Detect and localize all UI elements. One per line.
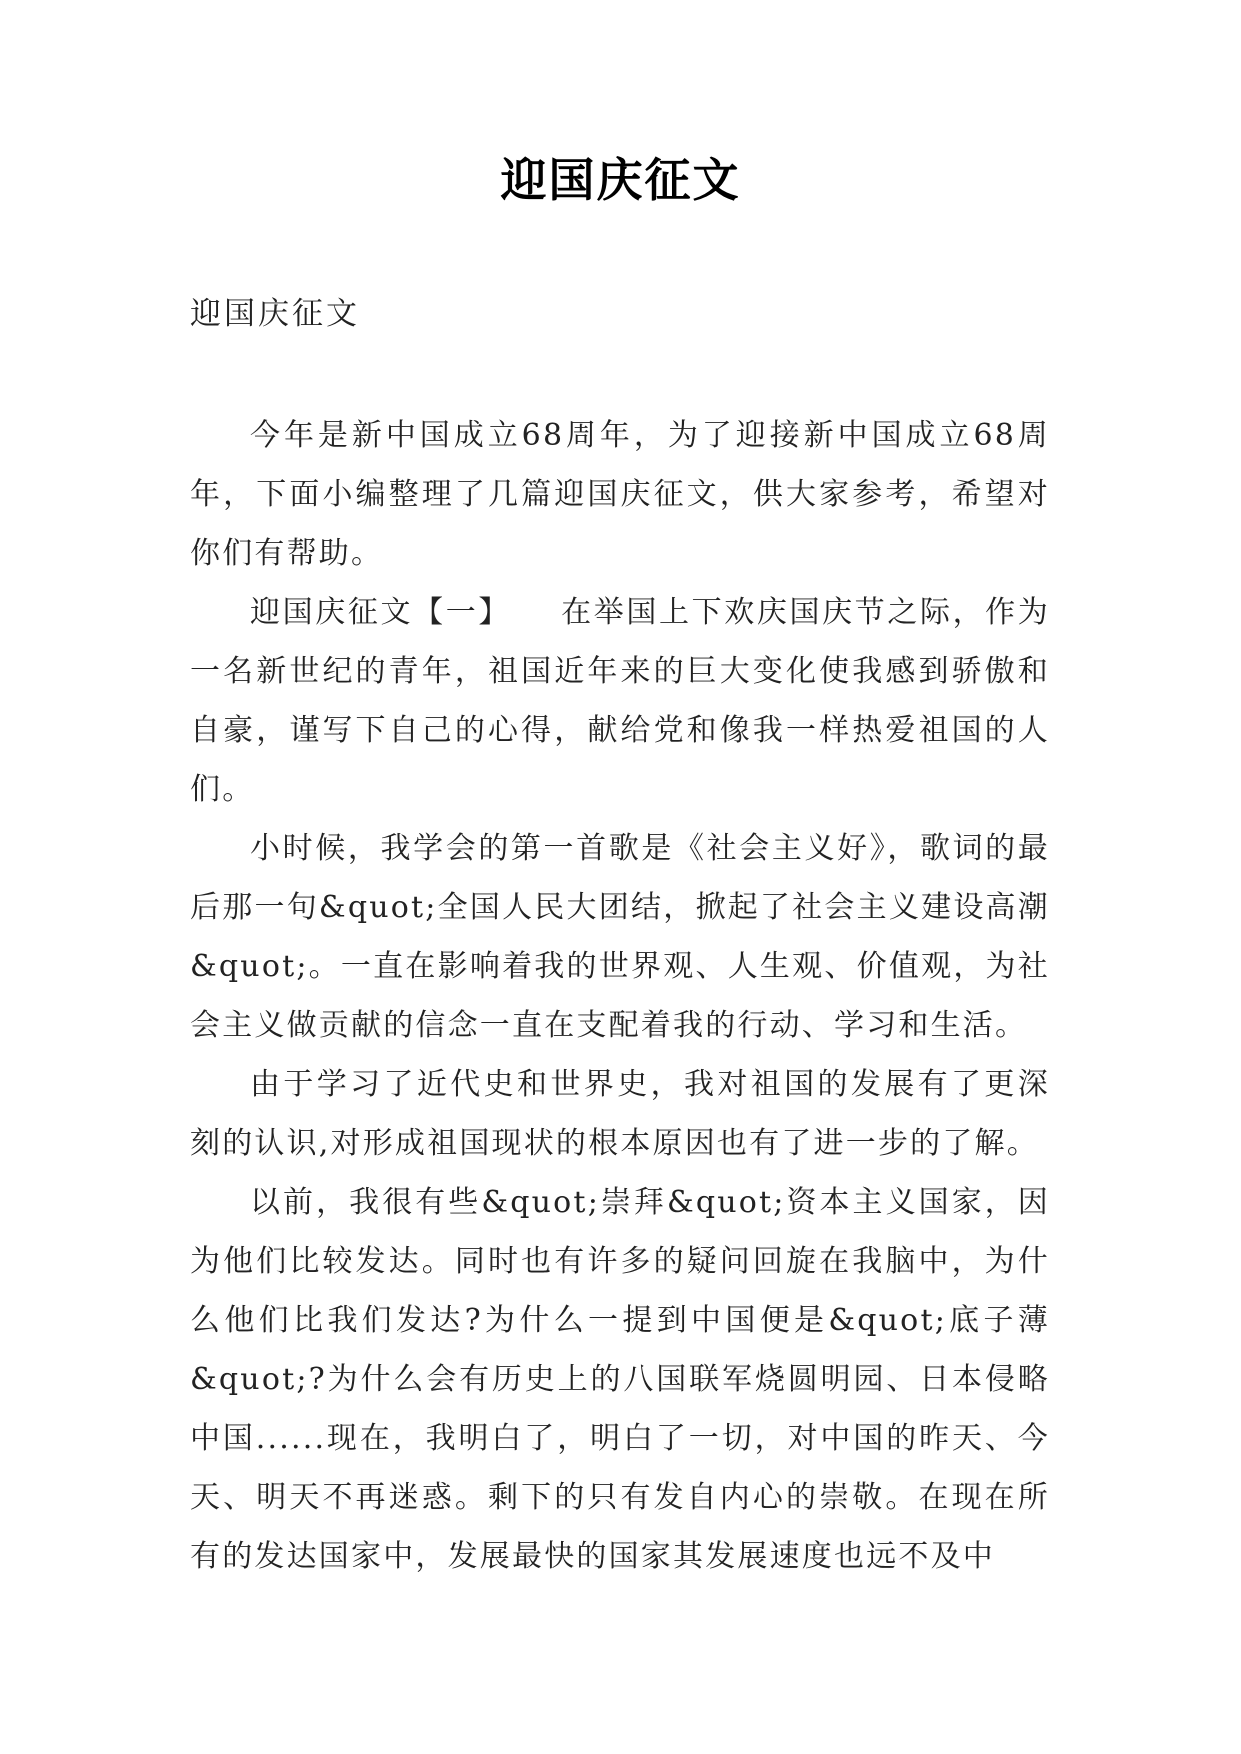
- paragraph-essay-one: 迎国庆征文【一】 在举国上下欢庆国庆节之际，作为一名新世纪的青年，祖国近年来的巨大变化使我感到骄傲和自豪，谨写下自己的心得，献给党和像我一样热爱祖国的人们。: [190, 595, 1050, 807]
- paragraph-past-questions: 以前，我很有些&quot;崇拜&quot;资本主义国家，因为他们比较发达。同时也有许多的疑问回旋在我脑中，为什么他们比我们发达?为什么一提到中国便是&quot;底子薄&quot;?为什么会有历史上的八国联军烧圆明园、日本侵略中国......现在，我明白了，明白了一切，对中国的昨天、今天、明天不再迷惑。剩下的只有发自内心的崇敬。在现在所有的发达国家中，发展最快的国家其发展速度也远不及中: [190, 1185, 1050, 1574]
- document-body: [190, 406, 1050, 1586]
- paragraph-intro: 今年是新中国成立68周年，为了迎接新中国成立68周年，下面小编整理了几篇迎国庆征文，供大家参考，希望对你们有帮助。: [190, 418, 1050, 571]
- paragraph-history-study: 由于学习了近代史和世界史，我对祖国的发展有了更深刻的认识,对形成祖国现状的根本原因也有了进一步的了解。: [190, 1067, 1050, 1161]
- document-subtitle: 迎国庆征文: [190, 296, 360, 332]
- paragraph-childhood-song: 小时候，我学会的第一首歌是《社会主义好》，歌词的最后那一句&quot;全国人民大团结，掀起了社会主义建设高潮&quot;。一直在影响着我的世界观、人生观、价值观，为社会主义做贡献的信念一直在支配着我的行动、学习和生活。: [190, 831, 1050, 1043]
- page-title: 迎国庆征文: [500, 153, 741, 207]
